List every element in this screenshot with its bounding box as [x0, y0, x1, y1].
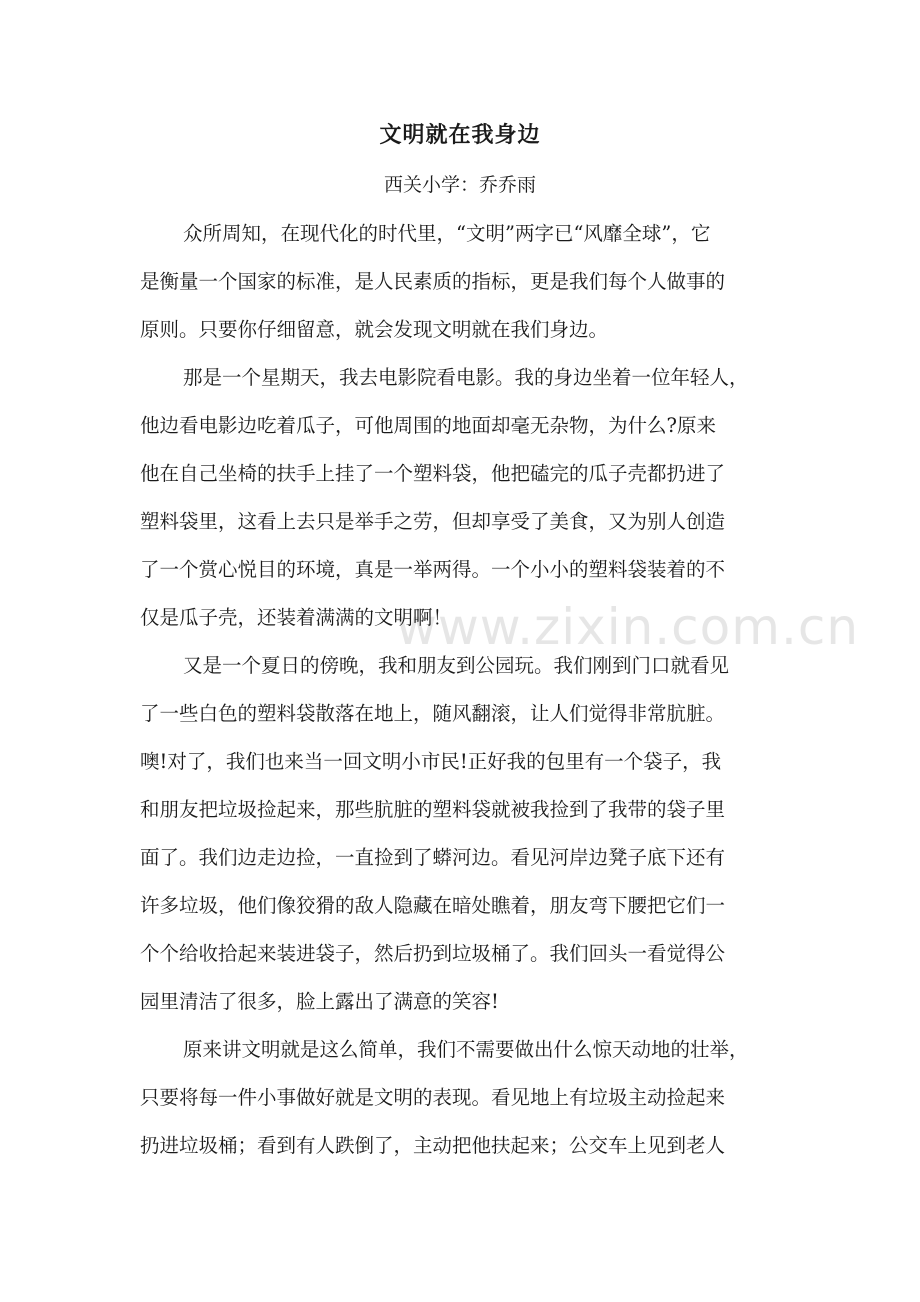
- author-line: 西关小学：乔乔雨: [383, 174, 536, 196]
- body-line: 面了。我们边走边捡，一直捡到了蟒河边。看见河岸边凳子底下还有: [140, 846, 726, 869]
- body-line: 了一个赏心悦目的环境，真是一举两得。一个小小的塑料袋装着的不: [140, 558, 726, 581]
- body-line: 又是一个夏日的傍晚，我和朋友到公园玩。我们刚到门口就看见: [183, 654, 730, 677]
- body-line: 那是一个星期天，我去电影院看电影。我的身边坐着一位年轻人，: [183, 366, 749, 389]
- body-line: 塑料袋里，这看上去只是举手之劳，但却享受了美食，又为别人创造: [140, 510, 726, 533]
- page-title: 文明就在我身边: [379, 123, 541, 148]
- body-line: 仅是瓜子壳，还装着满满的文明啊！: [140, 606, 453, 629]
- body-line: 园里清洁了很多，脸上露出了满意的笑容!: [140, 990, 499, 1013]
- body-line: 个个给收拾起来装进袋子，然后扔到垃圾桶了。我们回头一看觉得公: [140, 942, 726, 965]
- body-line: 是衡量一个国家的标准，是人民素质的指标，更是我们每个人做事的: [140, 270, 726, 293]
- body-line: 扔进垃圾桶；看到有人跌倒了，主动把他扶起来；公交车上见到老人: [140, 1134, 726, 1157]
- body-line: 和朋友把垃圾捡起来，那些肮脏的塑料袋就被我捡到了我带的袋子里: [140, 798, 726, 821]
- body-line: 众所周知，在现代化的时代里，“文明”两字已“风靡全球”，它: [183, 222, 711, 245]
- body-line: 他边看电影边吃着瓜子，可他周围的地面却毫无杂物，为什么?原来: [140, 414, 716, 437]
- body-line: 了一些白色的塑料袋散落在地上，随风翻滚，让人们觉得非常肮脏。: [140, 702, 726, 725]
- body-line: 他在自己坐椅的扶手上挂了一个塑料袋，他把磕完的瓜子壳都扔进了: [140, 462, 726, 485]
- body-line: 只要将每一件小事做好就是文明的表现。看见地上有垃圾主动捡起来: [140, 1086, 726, 1109]
- body-line: 原来讲文明就是这么简单，我们不需要做出什么惊天动地的壮举，: [183, 1038, 749, 1061]
- body-line: 许多垃圾，他们像狡猾的敌人隐藏在暗处瞧着，朋友弯下腰把它们一: [140, 894, 726, 917]
- body-line: 原则。只要你仔细留意，就会发现文明就在我们身边。: [140, 318, 609, 341]
- body-line: 噢!对了，我们也来当一回文明小市民!正好我的包里有一个袋子，我: [140, 750, 722, 773]
- watermark: www.zixin.com.cn: [396, 598, 860, 656]
